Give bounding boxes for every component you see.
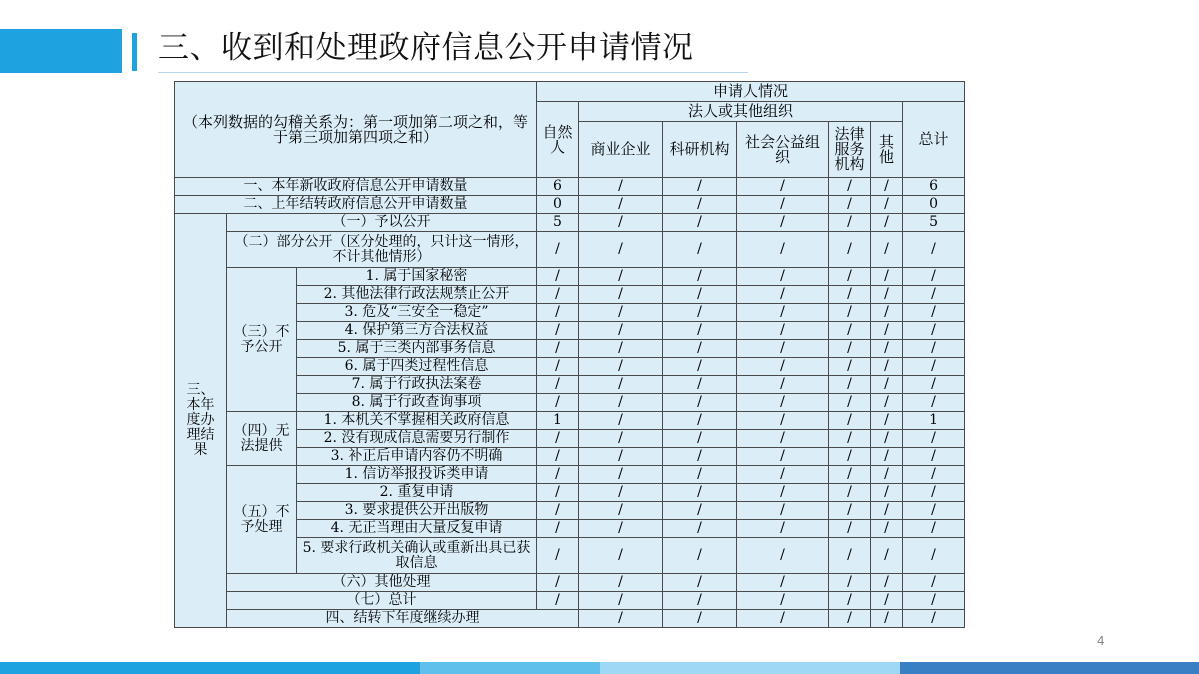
cell: /: [737, 232, 829, 268]
cell: /: [903, 592, 965, 610]
cell: /: [579, 178, 663, 196]
cell: /: [737, 304, 829, 322]
cell: /: [903, 394, 965, 412]
cell: /: [537, 304, 579, 322]
cell: /: [579, 574, 663, 592]
cell: /: [903, 520, 965, 538]
table-row: [175, 268, 965, 286]
left-accent-bar: [0, 29, 122, 73]
row-label: 四、结转下年度继续办理: [227, 610, 579, 628]
cell: /: [829, 358, 871, 376]
cell: /: [537, 538, 579, 574]
cell: /: [663, 286, 737, 304]
row-label: 3. 危及“三安全一稳定”: [297, 304, 537, 322]
cell: /: [737, 520, 829, 538]
header-applicant: 申请人情况: [537, 82, 965, 102]
row-label: 一、本年新收政府信息公开申请数量: [175, 178, 537, 196]
row-label: 6. 属于四类过程性信息: [297, 358, 537, 376]
cell: /: [579, 610, 663, 628]
cell: /: [903, 304, 965, 322]
cell: /: [537, 502, 579, 520]
cell: /: [537, 448, 579, 466]
cell: /: [871, 358, 903, 376]
cell: /: [829, 214, 871, 232]
cell: /: [829, 520, 871, 538]
cell: /: [579, 268, 663, 286]
cell: /: [663, 232, 737, 268]
cell: /: [903, 232, 965, 268]
row-label: 1. 本机关不掌握相关政府信息: [297, 412, 537, 430]
row-label: 4. 保护第三方合法权益: [297, 322, 537, 340]
cell: /: [871, 520, 903, 538]
cell: /: [871, 322, 903, 340]
cell: /: [829, 304, 871, 322]
cell: /: [829, 538, 871, 574]
row-label: 3. 补正后申请内容仍不明确: [297, 448, 537, 466]
cell: /: [663, 430, 737, 448]
cell: /: [903, 268, 965, 286]
slide-title: 三、收到和处理政府信息公开申请情况: [158, 30, 694, 66]
cell: /: [903, 358, 965, 376]
cell: /: [737, 574, 829, 592]
cell: /: [871, 340, 903, 358]
cell: /: [829, 484, 871, 502]
cell: /: [871, 430, 903, 448]
bottom-bar-segment: [900, 662, 1199, 674]
cell: /: [903, 466, 965, 484]
cell: /: [903, 610, 965, 628]
cell: /: [663, 178, 737, 196]
cell: /: [663, 520, 737, 538]
cell: /: [871, 214, 903, 232]
cell: /: [537, 358, 579, 376]
cell: /: [903, 538, 965, 574]
bottom-bar-segment: [0, 662, 420, 674]
cell: /: [537, 520, 579, 538]
header-natural: 自然人: [537, 102, 579, 178]
cell: /: [829, 268, 871, 286]
cell: /: [871, 286, 903, 304]
cell: /: [737, 268, 829, 286]
cell: /: [663, 268, 737, 286]
cell: /: [579, 232, 663, 268]
cell: /: [871, 178, 903, 196]
cell: /: [537, 592, 579, 610]
cell: /: [829, 322, 871, 340]
title-accent-mark: [132, 33, 137, 71]
cell: /: [663, 214, 737, 232]
cell: /: [737, 430, 829, 448]
cell: /: [903, 340, 965, 358]
cell: /: [579, 196, 663, 214]
cell: /: [903, 484, 965, 502]
cell: /: [829, 196, 871, 214]
row-label: 2. 重复申请: [297, 484, 537, 502]
cell: /: [871, 394, 903, 412]
bottom-accent-bar: [0, 662, 1199, 674]
cell: /: [737, 412, 829, 430]
cell: /: [829, 502, 871, 520]
cell: /: [871, 610, 903, 628]
header-other: 其他: [871, 122, 903, 178]
cell: 6: [537, 178, 579, 196]
cell: /: [663, 196, 737, 214]
cell: /: [903, 430, 965, 448]
row-label: 3. 要求提供公开出版物: [297, 502, 537, 520]
cell: /: [579, 358, 663, 376]
cell: /: [579, 412, 663, 430]
cell: /: [871, 502, 903, 520]
cell: /: [579, 286, 663, 304]
header-total: 总计: [903, 102, 965, 178]
cell: /: [663, 592, 737, 610]
cell: /: [663, 394, 737, 412]
cell: /: [537, 484, 579, 502]
cell: /: [871, 304, 903, 322]
cell: /: [829, 574, 871, 592]
table-row: [175, 466, 965, 484]
header-legal-service: 法律服务机构: [829, 122, 871, 178]
cell: /: [737, 286, 829, 304]
cell: /: [737, 484, 829, 502]
header-social: 社会公益组织: [737, 122, 829, 178]
table-row: [175, 232, 965, 268]
cell: /: [579, 304, 663, 322]
cell: /: [829, 376, 871, 394]
cell: /: [737, 592, 829, 610]
cell: /: [737, 358, 829, 376]
table-row: [175, 574, 965, 592]
cell: /: [829, 412, 871, 430]
cell: /: [663, 358, 737, 376]
table-row: [175, 412, 965, 430]
cell: /: [537, 286, 579, 304]
cell: /: [537, 268, 579, 286]
cell: /: [663, 610, 737, 628]
cell: /: [737, 178, 829, 196]
row-label: 8. 属于行政查询事项: [297, 394, 537, 412]
cell: /: [737, 196, 829, 214]
cell: /: [663, 322, 737, 340]
cell: /: [663, 340, 737, 358]
cell: /: [579, 538, 663, 574]
row-label: （六）其他处理: [227, 574, 537, 592]
cell: /: [871, 268, 903, 286]
table-row: [175, 610, 965, 628]
cell: /: [737, 214, 829, 232]
cell: /: [537, 322, 579, 340]
cell: /: [537, 466, 579, 484]
table-row: [175, 196, 965, 214]
cell: /: [737, 502, 829, 520]
cell: /: [579, 484, 663, 502]
cell: /: [871, 466, 903, 484]
cell: 0: [537, 196, 579, 214]
cell: /: [663, 502, 737, 520]
cell: /: [903, 322, 965, 340]
cell: /: [737, 610, 829, 628]
cell: /: [537, 574, 579, 592]
cell: 5: [537, 214, 579, 232]
cell: /: [737, 340, 829, 358]
row-label: 2. 没有现成信息需要另行制作: [297, 430, 537, 448]
cell: /: [829, 610, 871, 628]
cell: /: [537, 430, 579, 448]
cell: /: [537, 232, 579, 268]
info-disclosure-table: [174, 81, 965, 628]
cell: /: [829, 286, 871, 304]
row-label: （七）总计: [227, 592, 537, 610]
cell: /: [829, 448, 871, 466]
cell: /: [903, 502, 965, 520]
row-label: 二、上年结转政府信息公开申请数量: [175, 196, 537, 214]
cell: /: [829, 592, 871, 610]
table-row: [175, 214, 965, 232]
page-number: 4: [1097, 634, 1105, 648]
row-label: 1. 属于国家秘密: [297, 268, 537, 286]
cell: /: [737, 376, 829, 394]
cell: /: [871, 412, 903, 430]
row-label: 5. 属于三类内部事务信息: [297, 340, 537, 358]
cell: /: [737, 448, 829, 466]
cell: /: [737, 394, 829, 412]
bottom-bar-segment: [600, 662, 900, 674]
cell: /: [663, 574, 737, 592]
cell: /: [871, 196, 903, 214]
table-row: [175, 592, 965, 610]
cell: /: [579, 502, 663, 520]
row-label: （一）予以公开: [227, 214, 537, 232]
cell: /: [579, 322, 663, 340]
cell: /: [829, 394, 871, 412]
cell: /: [829, 430, 871, 448]
cell: /: [537, 376, 579, 394]
cell: /: [579, 340, 663, 358]
table-row: [175, 178, 965, 196]
cell: 1: [537, 412, 579, 430]
cell: /: [579, 466, 663, 484]
row-label: 1. 信访举报投诉类申请: [297, 466, 537, 484]
cell: /: [663, 448, 737, 466]
cell: /: [903, 574, 965, 592]
cell: /: [903, 448, 965, 466]
header-research: 科研机构: [663, 122, 737, 178]
cell: /: [537, 394, 579, 412]
cell: 0: [903, 196, 965, 214]
cell: /: [829, 466, 871, 484]
group-label-noproc: （五）不予处理: [227, 466, 297, 574]
cell: /: [579, 394, 663, 412]
row-label: 2. 其他法律行政法规禁止公开: [297, 286, 537, 304]
cell: /: [871, 592, 903, 610]
header-note: （本列数据的勾稽关系为：第一项加第二项之和，等于第三项加第四项之和）: [175, 82, 537, 178]
cell: /: [871, 376, 903, 394]
cell: /: [737, 466, 829, 484]
cell: /: [871, 448, 903, 466]
bottom-bar-segment: [420, 662, 600, 674]
cell: /: [537, 340, 579, 358]
cell: /: [663, 484, 737, 502]
cell: /: [903, 376, 965, 394]
cell: /: [663, 376, 737, 394]
row-label: 5. 要求行政机关确认或重新出具已获取信息: [297, 538, 537, 574]
cell: /: [871, 484, 903, 502]
cell: /: [829, 178, 871, 196]
cell: /: [663, 538, 737, 574]
cell: /: [829, 340, 871, 358]
header-business: 商业企业: [579, 122, 663, 178]
cell: /: [663, 466, 737, 484]
cell: /: [579, 430, 663, 448]
cell: /: [663, 304, 737, 322]
cell: /: [579, 592, 663, 610]
cell: 1: [903, 412, 965, 430]
cell: /: [903, 286, 965, 304]
cell: /: [663, 412, 737, 430]
cell: /: [871, 538, 903, 574]
section3-label: 三、本年度办理结果: [175, 214, 227, 628]
title-underline: [158, 72, 748, 73]
cell: /: [871, 232, 903, 268]
cell: /: [579, 214, 663, 232]
row-label: 4. 无正当理由大量反复申请: [297, 520, 537, 538]
cell: /: [737, 322, 829, 340]
header-legal: 法人或其他组织: [579, 102, 903, 122]
cell: /: [871, 574, 903, 592]
row-label: （二）部分公开（区分处理的，只计这一情形，不计其他情形）: [227, 232, 537, 268]
cell: /: [579, 448, 663, 466]
cell: /: [579, 520, 663, 538]
group-label-unable: （四）无法提供: [227, 412, 297, 466]
cell: 5: [903, 214, 965, 232]
cell: /: [737, 538, 829, 574]
cell: /: [579, 376, 663, 394]
cell: 6: [903, 178, 965, 196]
group-label-refuse: （三）不予公开: [227, 268, 297, 412]
row-label: 7. 属于行政执法案卷: [297, 376, 537, 394]
cell: /: [829, 232, 871, 268]
